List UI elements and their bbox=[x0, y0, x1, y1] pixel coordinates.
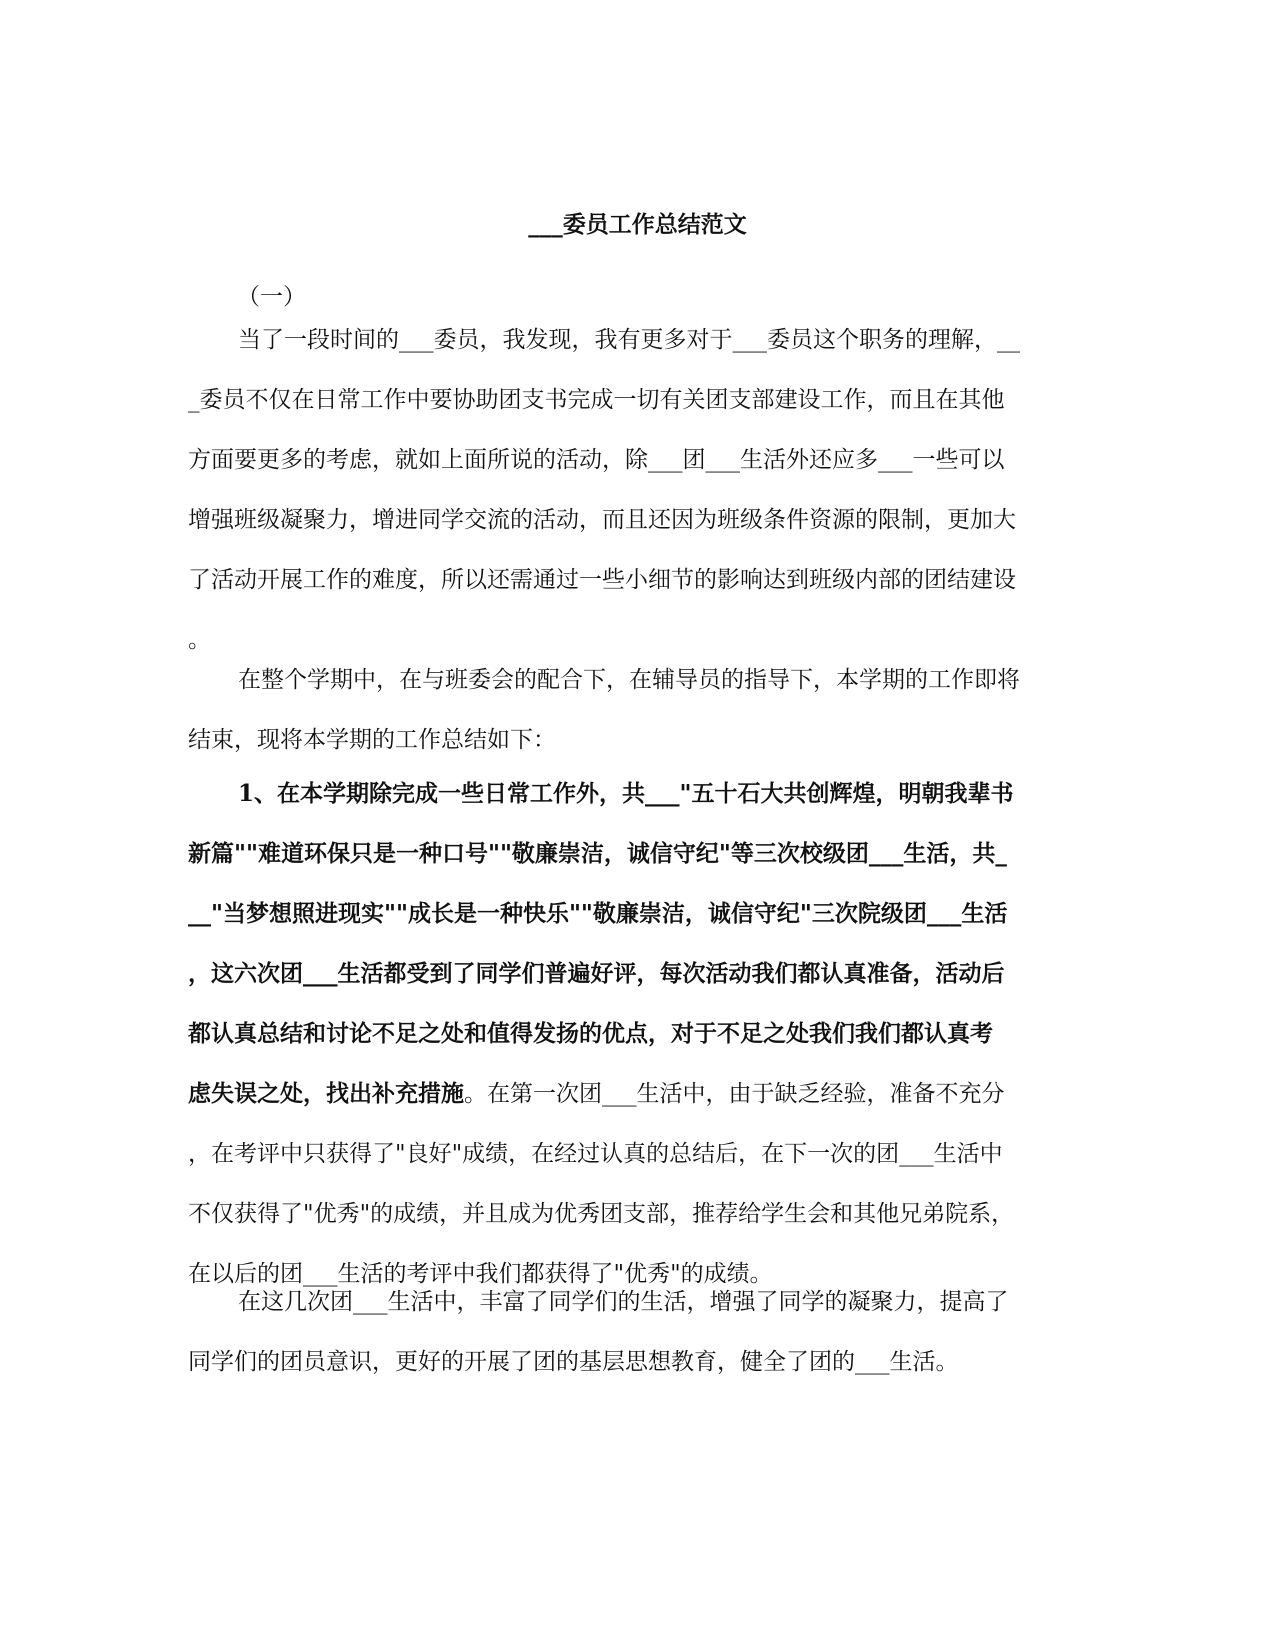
paragraph-line: 方面要更多的考虑，就如上面所说的活动，除___团___生活外还应多___一些可以 bbox=[188, 447, 1005, 473]
paragraph-line: 都认真总结和讨论不足之处和值得发扬的优点，对于不足之处我们我们都认真考 bbox=[188, 1020, 993, 1047]
paragraph-line: 结束，现将本学期的工作总结如下： bbox=[188, 727, 556, 753]
document-title: ___委员工作总结范文 bbox=[528, 211, 747, 238]
paragraph-line: 在以后的团___生活的考评中我们都获得了"优秀"的成绩。 bbox=[188, 1261, 773, 1287]
paragraph-1 bbox=[188, 325, 1088, 685]
paragraph-2 bbox=[188, 665, 1088, 785]
paragraph-4 bbox=[188, 1287, 1088, 1407]
paragraph-line: __"当梦想照进现实""成长是一种快乐""敬廉崇洁，诚信守纪"三次院级团___生活 bbox=[188, 900, 1008, 927]
paragraph-line: _委员不仅在日常工作中要协助团支书完成一切有关团支部建设工作，而且在其他 bbox=[188, 387, 1005, 413]
normal-text: 。在第一次团___生活中，由于缺乏经验，准备不充分 bbox=[464, 1081, 1005, 1107]
paragraph-line: 了活动开展工作的难度，所以还需通过一些小细节的影响达到班级内部的团结建设 bbox=[188, 567, 1016, 593]
section-label: （一） bbox=[237, 284, 306, 310]
paragraph-line: 当了一段时间的___委员，我发现，我有更多对于___委员这个职务的理解，__ bbox=[238, 327, 1020, 353]
paragraph-line: 1、在本学期除完成一些日常工作外，共___"五十石大共创辉煌，明朝我辈书 bbox=[238, 780, 1014, 807]
paragraph-line: 同学们的团员意识，更好的开展了团的基层思想教育，健全了团的___生活。 bbox=[188, 1349, 959, 1375]
bold-text: 虑失误之处，找出补充措施 bbox=[188, 1080, 464, 1107]
paragraph-line-mixed bbox=[188, 1079, 1088, 1139]
paragraph-line: 增强班级凝聚力，增进同学交流的活动，而且还因为班级条件资源的限制，更加大 bbox=[188, 507, 1016, 533]
paragraph-line: 。 bbox=[188, 627, 211, 653]
paragraph-line: 不仅获得了"优秀"的成绩，并且成为优秀团支部，推荐给学生会和其他兄弟院系， bbox=[188, 1201, 1015, 1227]
paragraph-line: 在这几次团___生活中，丰富了同学们的生活，增强了同学的凝聚力，提高了 bbox=[238, 1289, 1009, 1315]
paragraph-line: 新篇""难道环保只是一种口号""敬廉崇洁，诚信守纪"等三次校级团___生活，共_ bbox=[188, 840, 1007, 867]
paragraph-line: ，在考评中只获得了"良好"成绩，在经过认真的总结后，在下一次的团___生活中 bbox=[188, 1141, 1003, 1167]
paragraph-3 bbox=[188, 779, 1088, 1319]
paragraph-line: ，这六次团___生活都受到了同学们普遍好评，每次活动我们都认真准备，活动后 bbox=[188, 960, 1005, 987]
paragraph-line: 在整个学期中，在与班委会的配合下，在辅导员的指导下，本学期的工作即将 bbox=[238, 667, 1020, 693]
